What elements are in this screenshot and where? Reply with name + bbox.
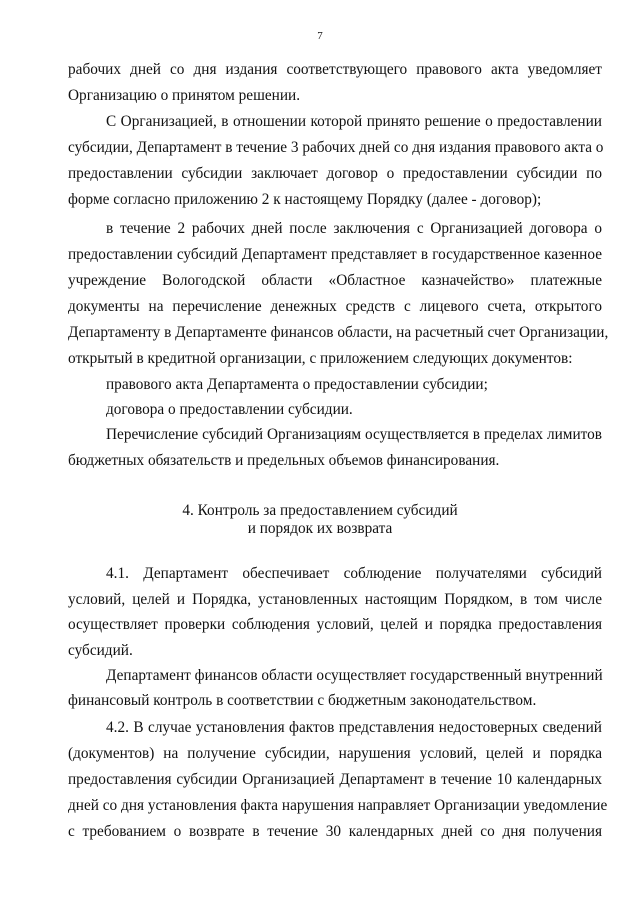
text-line: с требованием о возврате в течение 30 календарных дней со дня получения <box>68 823 602 840</box>
text-line: Департамент финансов области осуществляет государственный внутренний <box>106 667 603 684</box>
text-line: бюджетных обязательств и предельных объемов финансирования. <box>68 452 500 469</box>
text-line: форме согласно приложению 2 к настоящему Порядку (далее - договор); <box>68 191 542 208</box>
text-line: С Организацией, в отношении которой принято решение о предоставлении <box>106 113 602 130</box>
text-line: Департаменту в Департаменте финансов области, на расчетный счет Организации, <box>68 324 609 341</box>
section-heading-line2: и порядок их возврата <box>247 520 393 537</box>
text-line: в течение 2 рабочих дней после заключения с Организацией договора о <box>106 220 602 237</box>
text-line: предоставлении субсидий Департамент представляет в государственное казенное <box>68 246 602 263</box>
text-line: документы на перечисление денежных средств с лицевого счета, открытого <box>68 298 602 315</box>
text-line: Перечисление субсидий Организациям осуществляется в пределах лимитов <box>106 426 602 443</box>
page-number: 7 <box>317 30 323 42</box>
section-heading: 4. Контроль за предоставлением субсидий <box>182 502 458 519</box>
text-line: предоставлении субсидии заключает договор о предоставлении субсидии по <box>68 165 602 182</box>
text-line: предоставления субсидии Организацией Департамент в течение 10 календарных <box>68 771 602 788</box>
text-line: дней со дня установления факта нарушения направляет Организации уведомление <box>68 797 608 814</box>
text-line: 4.2. В случае установления фактов представления недостоверных сведений <box>106 719 602 736</box>
text-line: субсидии, Департамент в течение 3 рабочих дней со дня издания правового акта о <box>68 139 604 156</box>
text-line: учреждение Вологодской области «Областное казначейство» платежные <box>68 272 602 289</box>
text-line: Организацию о принятом решении. <box>68 87 301 104</box>
text-line: субсидий. <box>68 642 133 659</box>
text-line: финансовый контроль в соответствии с бюджетным законодательством. <box>68 692 537 709</box>
text-line: (документов) на получение субсидии, нарушения условий, целей и порядка <box>68 745 602 762</box>
text-line: осуществляет проверки соблюдения условий, целей и порядка предоставления <box>68 616 602 633</box>
text-line: 4.1. Департамент обеспечивает соблюдение получателями субсидий <box>106 565 602 582</box>
text-line: рабочих дней со дня издания соответствующего правового акта уведомляет <box>68 61 602 78</box>
list-item: правового акта Департамента о предоставлении субсидии; <box>106 376 488 393</box>
text-line: открытый в кредитной организации, с приложением следующих документов: <box>68 350 573 367</box>
text-line: условий, целей и Порядка, установленных настоящим Порядком, в том числе <box>68 591 602 608</box>
list-item: договора о предоставлении субсидии. <box>106 401 353 418</box>
